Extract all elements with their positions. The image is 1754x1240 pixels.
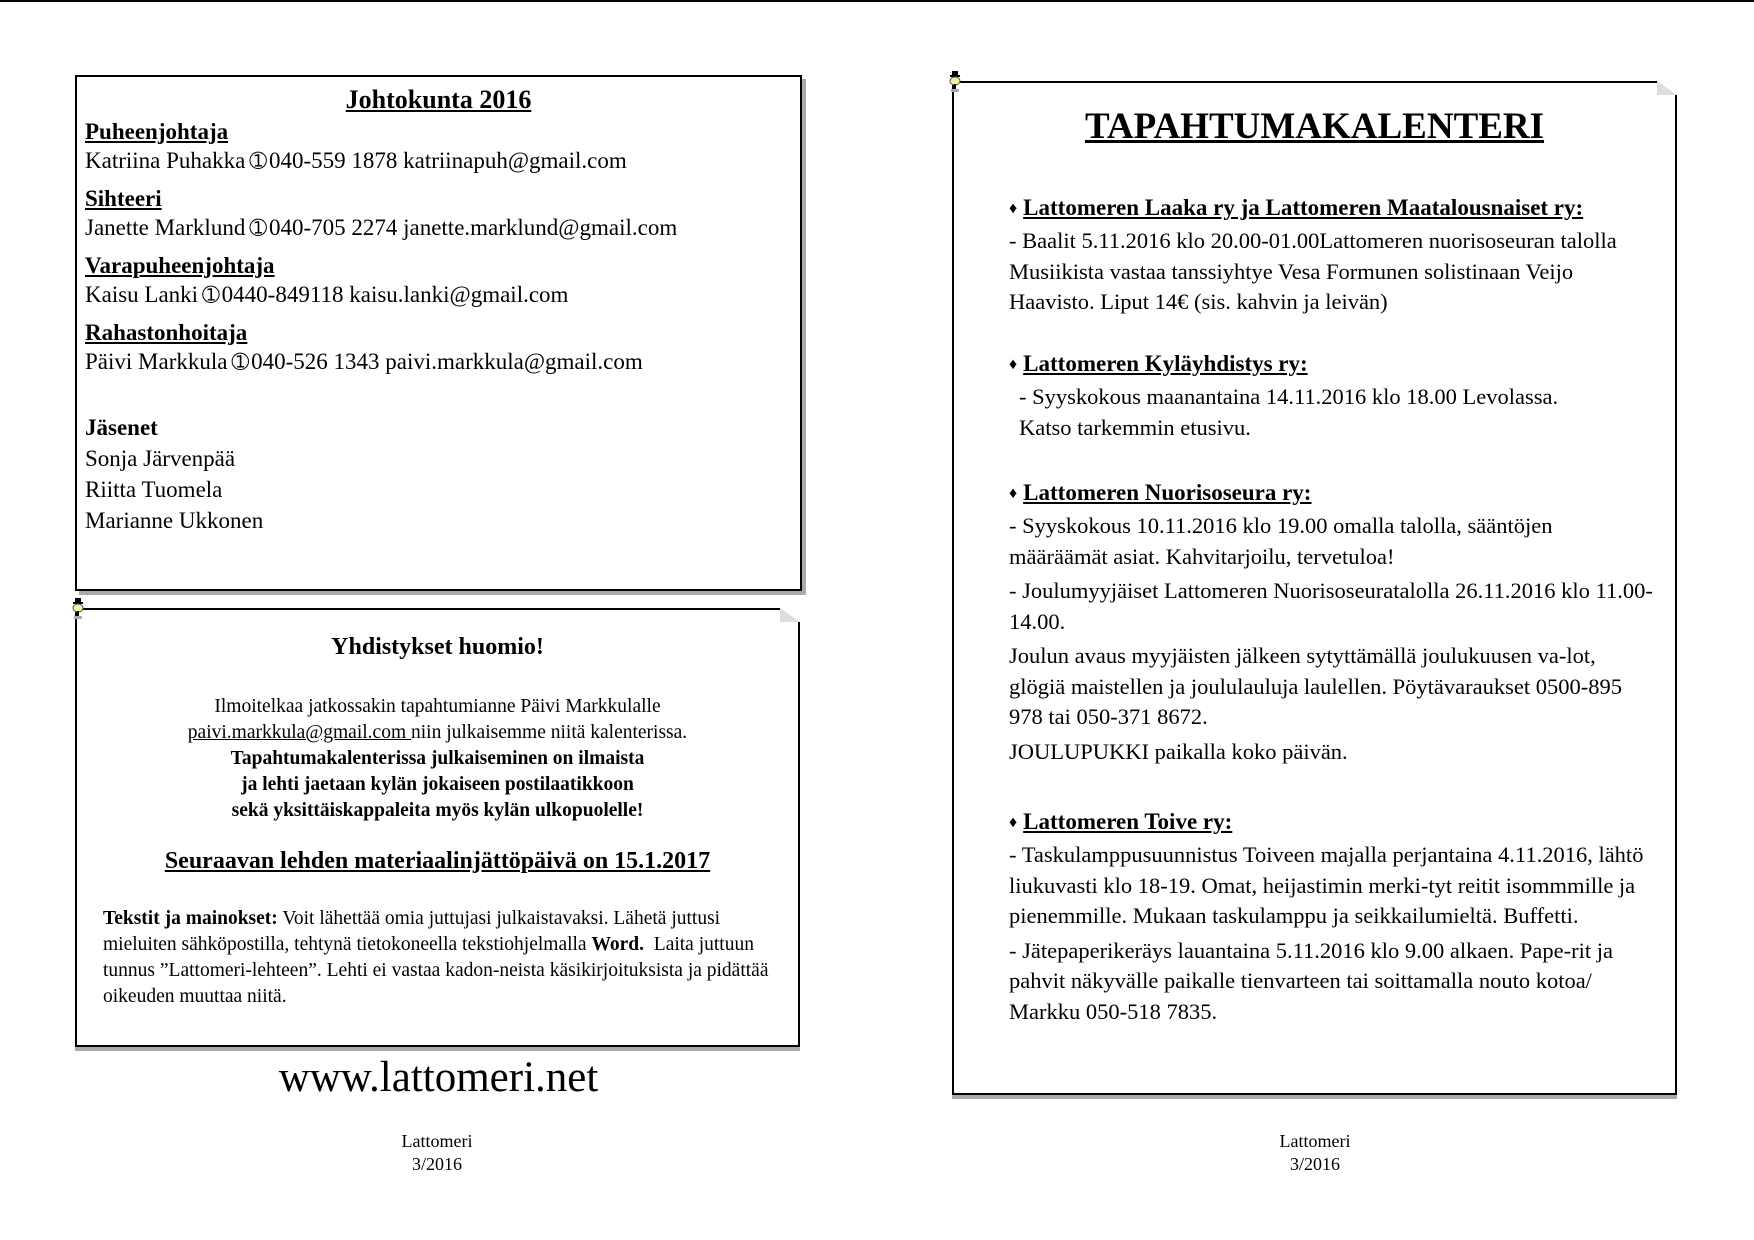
calendar-section (1009, 478, 1655, 767)
anchor-pin-icon (71, 598, 85, 620)
diamond-bullet-icon: ♦ (1009, 356, 1018, 373)
calendar-section (1009, 349, 1655, 443)
notice-bold-line: ja lehti jaetaan kylän jokaiseen postilaatikkoon (241, 774, 634, 795)
member-email[interactable]: kaisu.lanki@gmail.com (349, 282, 569, 307)
calendar-section (1009, 193, 1655, 318)
member-name: Janette Marklund (85, 215, 246, 240)
member-name: Päivi Markkula (85, 349, 228, 374)
organization-name: Lattomeren Laaka ry ja Lattomeren Maatalousnaiset ry: (1023, 195, 1584, 220)
footer-publication: Lattomeri (401, 1131, 473, 1151)
role-label: Puheenjohtaja (85, 119, 229, 144)
board-member-contact (85, 347, 800, 377)
event-item: - Syyskokous 10.11.2016 klo 19.00 omalla talolla, sääntöjen määräämät asiat. Kahvitarjoilu, tervetuloa! (1009, 513, 1553, 569)
member-phone: 040-559 1878 (268, 148, 398, 173)
texts-body: Voit lähettää omia juttujasi julkaistavaksi. Lähetä juttusi mieluiten sähköpostilla, tehtynä tietokoneella tekstiohjelmalla (103, 908, 721, 955)
board-box (75, 75, 802, 591)
organization-heading (1009, 193, 1655, 224)
event-item: - Baalit 5.11.2016 klo 20.00-01.00Lattomeren nuorisoseuran talolla Musiikista vastaa tanssiyhtye Vesa Formunen solistinaan Veijo Haavisto. Liput 14€ (sis. kahvin ja leivän) (1009, 228, 1617, 314)
footer-right (1215, 1130, 1415, 1176)
diamond-bullet-icon: ♦ (1009, 814, 1018, 831)
notice-line-rest: niin julkaisemme niitä kalenterissa. (411, 722, 688, 743)
diamond-bullet-icon: ♦ (1009, 485, 1018, 502)
board-member-contact (85, 280, 800, 310)
notice-bold-line: Tapahtumakalenterissa julkaiseminen on ilmaista (230, 748, 645, 769)
texts-body: Laita juttuun tunnus ”Lattomeri-lehteen”. Lehti ei vastaa kadon-neista käsikirjoituksista ja pidättää oikeuden muuttaa niitä. (103, 934, 774, 1007)
deadline-heading: Seuraavan lehden materiaalinjättöpäivä on 15.1.2017 (164, 848, 711, 874)
role-label: Varapuheenjohtaja (85, 253, 275, 278)
board-member-contact (85, 146, 800, 176)
anchor-pin-icon (948, 71, 962, 93)
footer-publication: Lattomeri (1279, 1131, 1351, 1151)
page-top-rule (0, 0, 1754, 2)
event-item: - Joulumyyjäiset Lattomeren Nuorisoseuratalolla 26.11.2016 klo 11.00-14.00. (1009, 578, 1653, 634)
organization-heading (1009, 478, 1655, 509)
member-item: Riitta Tuomela (85, 477, 223, 502)
event-item: JOULUPUKKI paikalla koko päivän. (1009, 738, 1348, 764)
notice-title: Yhdistykset huomio! (331, 634, 544, 660)
organization-name: Lattomeren Toive ry: (1023, 809, 1233, 834)
organization-name: Lattomeren Nuorisoseura ry: (1023, 480, 1312, 505)
calendar-box (952, 81, 1677, 1095)
event-item: Joulun avaus myyjäisten jälkeen sytyttämällä joulukuusen va-lot, glögiä maistellen ja joululauluja laulellen. Pöytävaraukset 0500-895 978 tai 050-371 8672. (1009, 643, 1622, 729)
member-phone: 0440-849118 (221, 282, 344, 307)
event-item: - Syyskokous maanantaina 14.11.2016 klo 18.00 Levolassa. Katso tarkemmin etusivu. (1019, 384, 1559, 440)
texts-paragraph (103, 906, 778, 1010)
organization-heading (1009, 349, 1655, 380)
folded-corner (780, 608, 800, 622)
member-phone: 040-526 1343 (251, 349, 380, 374)
member-item: Sonja Järvenpää (85, 446, 236, 471)
notice-box (75, 608, 800, 1047)
member-email[interactable]: paivi.markkula@gmail.com (385, 349, 643, 374)
notice-line: Ilmoitelkaa jatkossakin tapahtumianne Päivi Markkulalle (214, 696, 661, 717)
email-link[interactable]: paivi.markkula@gmail.com (187, 722, 411, 743)
calendar-section (1009, 807, 1655, 1027)
organization-heading (1009, 807, 1655, 838)
phone-icon: ➀ (202, 283, 220, 307)
board-member-contact (85, 213, 800, 243)
members-title: Jäsenet (85, 415, 158, 440)
member-name: Kaisu Lanki (85, 282, 199, 307)
role-label: Rahastonhoitaja (85, 320, 248, 345)
word-label: Word. (591, 934, 645, 955)
event-item: - Jätepaperikeräys lauantaina 5.11.2016 klo 9.00 alkaen. Pape-rit ja pahvit näkyvälle paikalle tienvarteen tai soittamalla nouto kotoa/ Markku 050-518 7835. (1009, 937, 1613, 1024)
member-email[interactable]: janette.marklund@gmail.com (403, 215, 678, 240)
diamond-bullet-icon: ♦ (1009, 200, 1018, 217)
calendar-title: TAPAHTUMAKALENTERI (1084, 106, 1545, 147)
notice-text (77, 694, 798, 824)
member-email[interactable]: katriinapuh@gmail.com (403, 148, 627, 173)
role-label: Sihteeri (85, 186, 162, 211)
phone-icon: ➀ (249, 149, 267, 173)
website-url[interactable]: www.lattomeri.net (278, 1054, 599, 1101)
footer-issue: 3/2016 (411, 1154, 462, 1174)
phone-icon: ➀ (249, 216, 267, 240)
board-title: Johtokunta 2016 (345, 85, 532, 114)
notice-line (77, 720, 798, 746)
event-item: - Taskulamppusuunnistus Toiveen majalla perjantaina 4.11.2016, lähtö liukuvasti klo 18-19. Omat, heijastimin merki-tyt reitit isommmille ja pienemmille. Mukaan taskulamppu ja seikkailumieltä. Buffetti. (1009, 842, 1644, 928)
texts-label: Tekstit ja mainokset: (103, 908, 278, 929)
member-item: Marianne Ukkonen (85, 508, 264, 533)
member-phone: 040-705 2274 (268, 215, 398, 240)
folded-corner (1657, 81, 1677, 95)
organization-name: Lattomeren Kyläyhdistys ry: (1023, 351, 1308, 376)
footer-issue: 3/2016 (1289, 1154, 1340, 1174)
footer-left (337, 1130, 537, 1176)
member-name: Katriina Puhakka (85, 148, 246, 173)
phone-icon: ➀ (231, 350, 250, 374)
notice-bold-line: sekä yksittäiskappaleita myös kylän ulkopuolelle! (231, 800, 644, 821)
